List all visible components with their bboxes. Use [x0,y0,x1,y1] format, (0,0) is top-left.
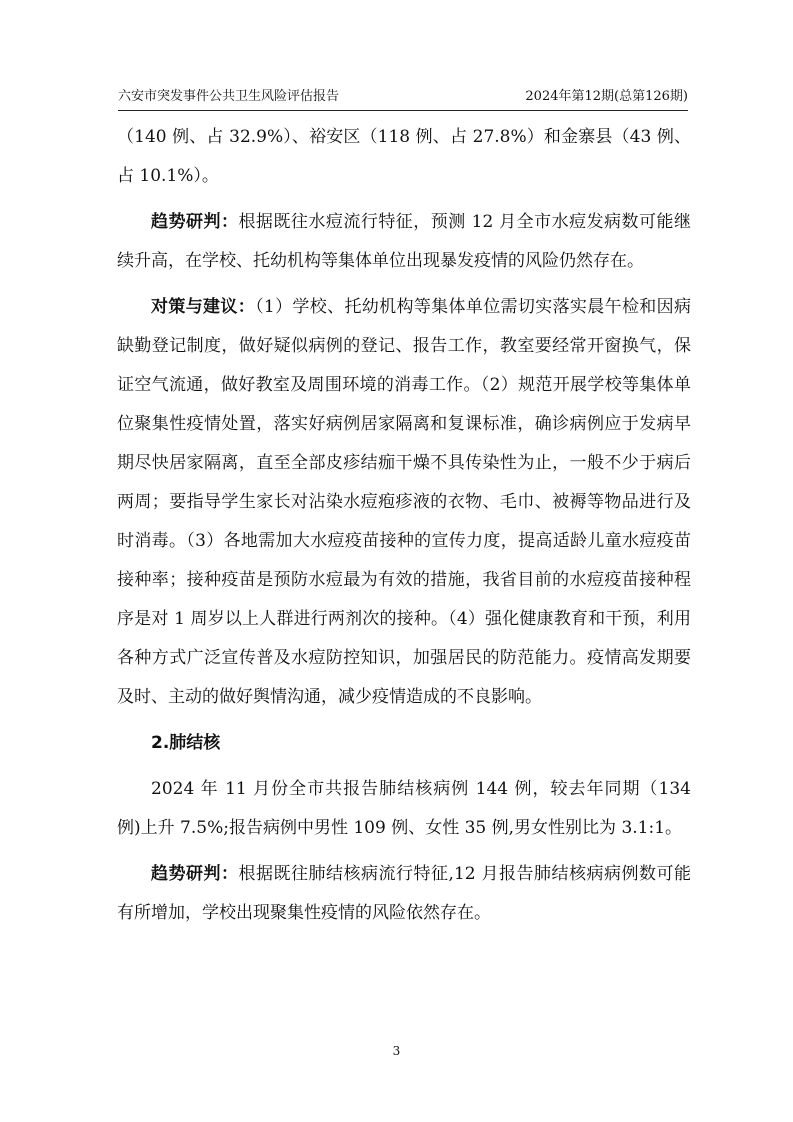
issue-number: 2024年第12期(总第126期) [525,89,688,104]
trend-label: 趋势研判： [151,864,239,884]
trend-text: 根据既往肺结核病流行特征,12 月报告肺结核病病例数可能有所增加，学校出现聚集性疫情的风险依然存在。 [117,864,691,923]
report-title: 六安市突发事件公共卫生风险评估报告 [118,89,340,104]
paragraph-varicella-regions: （140 例、占 32.9%）、裕安区（118 例、占 27.8%）和金寨县（43 例、占 10.1%）。 [117,127,691,186]
document-body [117,118,691,933]
trend-label: 趋势研判： [151,212,239,232]
page-number: 3 [392,1044,401,1058]
trend-text: 根据既往水痘流行特征，预测 12 月全市水痘发病数可能继续升高，在学校、托幼机构等集体单位出现暴发疫情的风险仍然存在。 [117,212,691,271]
section-title-tuberculosis: 2.肺结核 [151,733,221,753]
paragraph-tuberculosis-trend [117,855,691,933]
paragraph-countermeasures [117,288,691,717]
countermeasures-text: （1）学校、托幼机构等集体单位需切实落实晨午检和因病缺勤登记制度，做好疑似病例的登记、报告工作，教室要经常开窗换气，保证空气流通，做好教室及周围环境的消毒工作。（2）规范开展学校等集体单位聚集性疫情处置，落实好病例居家隔离和复课标准，确诊病例应于发病早期尽快居家隔离，直至全部皮疹结痂干燥不具传染性为止，一般不少于病后两周；要指导学生家长对沾染水痘疱疹液的衣物、毛巾、被褥等物品进行及时消毒。（3）各地需加大水痘疫苗接种的宣传力度，提高适龄儿童水痘疫苗接种率；接种疫苗是预防水痘最为有效的措施，我省目前的水痘疫苗接种程序是对 1 周岁以上人群进行两剂次的接种。（4）强化健康教育和干预，利用各种方式广泛宣传普及水痘防控知识，加强居民的防范能力。疫情高发期要及时、主动的做好舆情沟通，减少疫情造成的不良影响。 [117,297,691,707]
paragraph-varicella-trend [117,203,691,281]
page-header [118,88,688,111]
countermeasures-label: 对策与建议： [151,297,256,317]
paragraph-tuberculosis-stats: 2024 年 11 月份全市共报告肺结核病例 144 例，较去年同期（134 例)上升 7.5%;报告病例中男性 109 例、女性 35 例,男女性别比为 3.1:1。 [117,779,691,838]
